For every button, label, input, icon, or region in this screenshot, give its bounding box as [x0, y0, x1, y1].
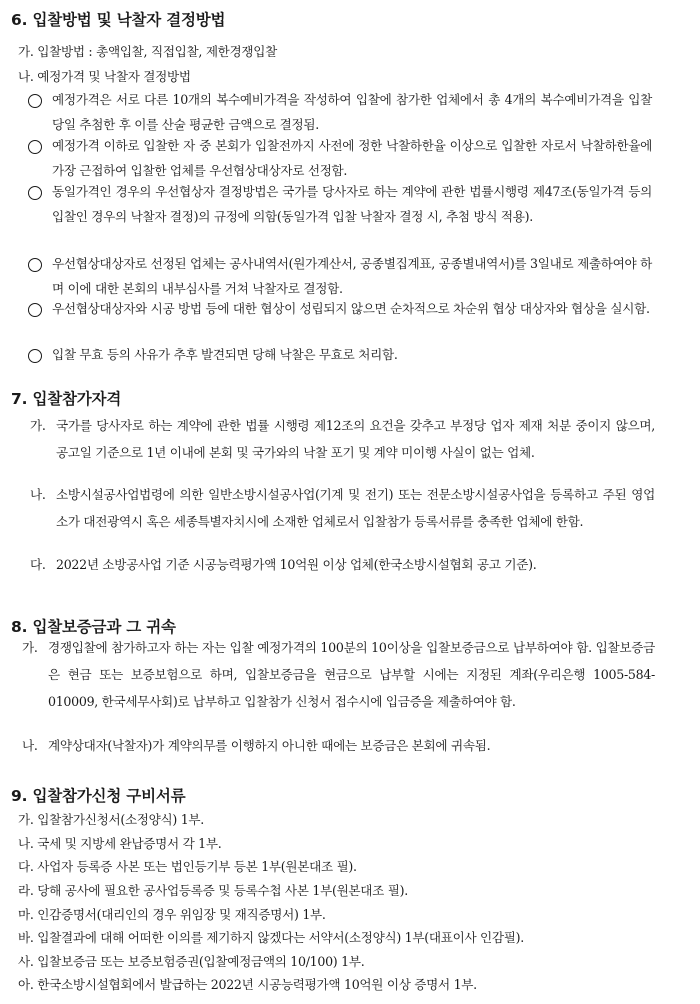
item-text: 계약상대자(낙찰자)가 계약의무를 이행하지 아니한 때에는 보증금은 본회에 귀속됨. — [48, 738, 491, 753]
item-label: 나. — [22, 738, 38, 753]
item-label: 가. — [30, 418, 46, 433]
section-9-item: 사. 입찰보증금 또는 보증보험증권(입찰예정금액의 10/100) 1부. — [18, 954, 365, 969]
section-6-item-na: 나. 예정가격 및 낙찰자 결정방법 — [18, 69, 191, 84]
section-9-item: 아. 한국소방시설협회에서 발급하는 2022년 시공능력평가액 10억원 이상 증명서 1부. — [18, 977, 477, 992]
section-8-heading: 8. 입찰보증금과 그 귀속 — [11, 618, 176, 636]
section-6-bullet-text: 우선협상대상자와 시공 방법 등에 대한 협상이 성립되지 않으면 순차적으로 차순위 협상 대상자와 협상을 실시함. — [52, 301, 650, 316]
item-text: 경쟁입찰에 참가하고자 하는 자는 입찰 예정가격의 100분의 10이상을 입찰보증금으로 납부하여야 함. 입찰보증금은 현금 또는 보증보험으로 하며, 입찰보증금을 현금으로 납부할 시에는 지정된 계좌(우리은행 1005-584-010009, 한국세무사회)로 납부하고 입찰참가 신청서 접수시에 입금증을 제출하여야 함. — [48, 640, 655, 709]
section-8-item — [22, 732, 655, 759]
section-7-heading: 7. 입찰참가자격 — [11, 390, 122, 408]
circle-bullet-icon — [28, 258, 42, 272]
item-label: 가. — [22, 640, 38, 655]
circle-bullet-icon — [28, 303, 42, 317]
circle-bullet-icon — [28, 349, 42, 363]
section-7-item — [30, 412, 655, 466]
section-9-item: 마. 인감증명서(대리인의 경우 위임장 및 재직증명서) 1부. — [18, 907, 326, 922]
section-6-bullet-text: 동일가격인 경우의 우선협상자 결정방법은 국가를 당사자로 하는 계약에 관한 법률시행령 제47조(동일가격 등의 입찰인 경우의 낙찰자 결정)의 규정에 의함(동일가격 입찰 낙찰자 결정 시, 추첨 방식 적용). — [52, 184, 652, 224]
item-text: 소방시설공사업법령에 의한 일반소방시설공사업(기계 및 전기) 또는 전문소방시설공사업을 등록하고 주된 영업소가 대전광역시 혹은 세종특별자치시에 소재한 업체로서 입찰참가 등록서류를 충족한 업체에 한함. — [56, 487, 655, 529]
section-6-item-ga: 가. 입찰방법 : 총액입찰, 직접입찰, 제한경쟁입찰 — [18, 44, 278, 59]
item-text: 2022년 소방공사업 기준 시공능력평가액 10억원 이상 업체(한국소방시설협회 공고 기준). — [56, 557, 537, 572]
circle-bullet-icon — [28, 186, 42, 200]
section-9-item: 가. 입찰참가신청서(소정양식) 1부. — [18, 812, 205, 827]
item-text: 국가를 당사자로 하는 계약에 관한 법률 시행령 제12조의 요건을 갖추고 부정당 업자 제재 처분 중이지 않으며, 공고일 기준으로 1년 이내에 본회 및 국가와의 낙찰 포기 및 계약 미이행 사실이 없는 업체. — [56, 418, 655, 460]
section-9-heading: 9. 입찰참가신청 구비서류 — [11, 787, 186, 805]
circle-bullet-icon — [28, 140, 42, 154]
section-9-item: 나. 국세 및 지방세 완납증명서 각 1부. — [18, 836, 222, 851]
section-7-item — [30, 481, 655, 535]
circle-bullet-icon — [28, 94, 42, 108]
section-9-item: 바. 입찰결과에 대해 어떠한 이의를 제기하지 않겠다는 서약서(소정양식) 1부(대표이사 인감필). — [18, 930, 524, 945]
item-label: 나. — [30, 487, 46, 502]
section-6-bullet-text: 예정가격은 서로 다른 10개의 복수예비가격을 작성하여 입찰에 참가한 업체에서 총 4개의 복수예비가격을 입찰 당일 추첨한 후 이를 산술 평균한 금액으로 결정됨. — [52, 92, 652, 132]
section-9-item: 라. 당해 공사에 필요한 공사업등록증 및 등록수첩 사본 1부(원본대조 필). — [18, 883, 408, 898]
section-6-bullet-text: 예정가격 이하로 입찰한 자 중 본회가 입찰전까지 사전에 정한 낙찰하한율 이상으로 입찰한 자로서 낙찰하한율에 가장 근접하여 입찰한 업체를 우선협상대상자로 선정함. — [52, 138, 652, 178]
section-6-bullet-text: 우선협상대상자로 선정된 업체는 공사내역서(원가계산서, 공종별집계표, 공종별내역서)를 3일내로 제출하여야 하며 이에 대한 본회의 내부심사를 거쳐 낙찰자로 결정함. — [52, 256, 652, 296]
item-label: 다. — [30, 557, 46, 572]
section-8-item — [22, 634, 655, 715]
section-6-bullet-text: 입찰 무효 등의 사유가 추후 발견되면 당해 낙찰은 무효로 처리함. — [52, 347, 398, 362]
section-7-item — [30, 551, 655, 578]
section-6-heading: 6. 입찰방법 및 낙찰자 결정방법 — [11, 11, 226, 29]
section-9-item: 다. 사업자 등록증 사본 또는 법인등기부 등본 1부(원본대조 필). — [18, 859, 357, 874]
